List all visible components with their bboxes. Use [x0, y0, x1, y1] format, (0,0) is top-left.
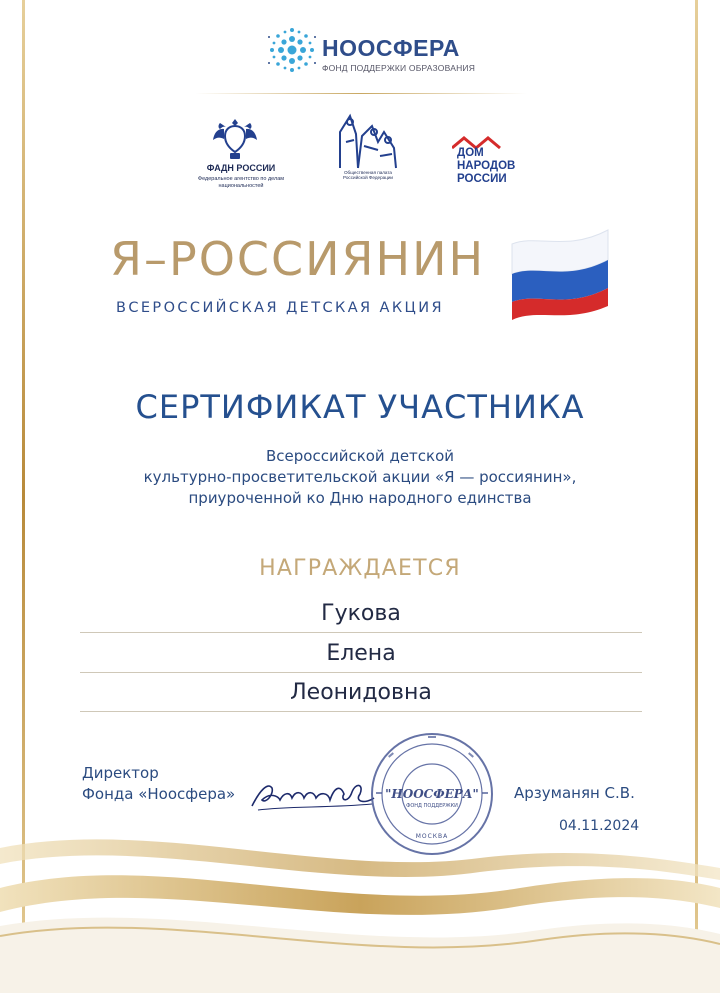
- worker-monument-icon: [334, 112, 402, 170]
- awarded-label: НАГРАЖДАЕТСЯ: [259, 556, 461, 581]
- campaign-title: Я–РОССИЯНИН: [110, 232, 486, 286]
- recipient-first-name: Елена: [80, 638, 642, 673]
- dom-line-1: ДОМ: [457, 147, 484, 159]
- signatory-role: [82, 763, 235, 805]
- fadn-title: ФАДН РОССИИ: [206, 163, 276, 173]
- header-divider: [195, 93, 527, 94]
- chamber-caption: Общественная палата Российской Федерации: [343, 170, 393, 181]
- stamp-city-text: МОСКВА: [415, 833, 449, 840]
- handwritten-signature: [248, 770, 378, 820]
- dom-line-3: РОССИИ: [457, 173, 507, 185]
- description-line-1: Всероссийской детской: [265, 447, 455, 465]
- fadn-subtitle: Федеральное агентство по делам национальностей: [197, 176, 285, 189]
- certificate-description: [0, 446, 720, 509]
- recipient-surname: Гукова: [80, 598, 642, 633]
- role-line-2: Фонда «Ноосфера»: [82, 785, 236, 803]
- certificate-title: СЕРТИФИКАТ УЧАСТНИКА: [135, 388, 585, 426]
- brand-tagline: ФОНД ПОДДЕРЖКИ ОБРАЗОВАНИЯ: [322, 63, 476, 73]
- brand-name: НООСФЕРА: [322, 35, 460, 61]
- role-line-1: Директор: [82, 764, 159, 782]
- description-line-3: приуроченной ко Дню народного единства: [188, 489, 532, 507]
- recipient-patronymic: Леонидовна: [80, 677, 642, 712]
- campaign-subtitle: ВСЕРОССИЙСКАЯ ДЕТСКАЯ АКЦИЯ: [116, 300, 444, 316]
- signatory-name: Арзуманян С.В.: [514, 784, 635, 802]
- description-line-2: культурно-просветительской акции «Я — россиянин»,: [143, 468, 577, 486]
- double-eagle-emblem-icon: [210, 113, 260, 163]
- issue-date: 04.11.2024: [559, 818, 640, 834]
- russian-flag-icon: [508, 226, 612, 322]
- dom-narodov-logo: [457, 147, 515, 186]
- stamp-center-text: "НООСФЕРА": [385, 787, 479, 801]
- dom-line-2: НАРОДОВ: [457, 160, 516, 172]
- decorative-gold-waves: [0, 808, 720, 993]
- stamp-sub-text: ФОНД ПОДДЕРЖКИ: [406, 803, 458, 809]
